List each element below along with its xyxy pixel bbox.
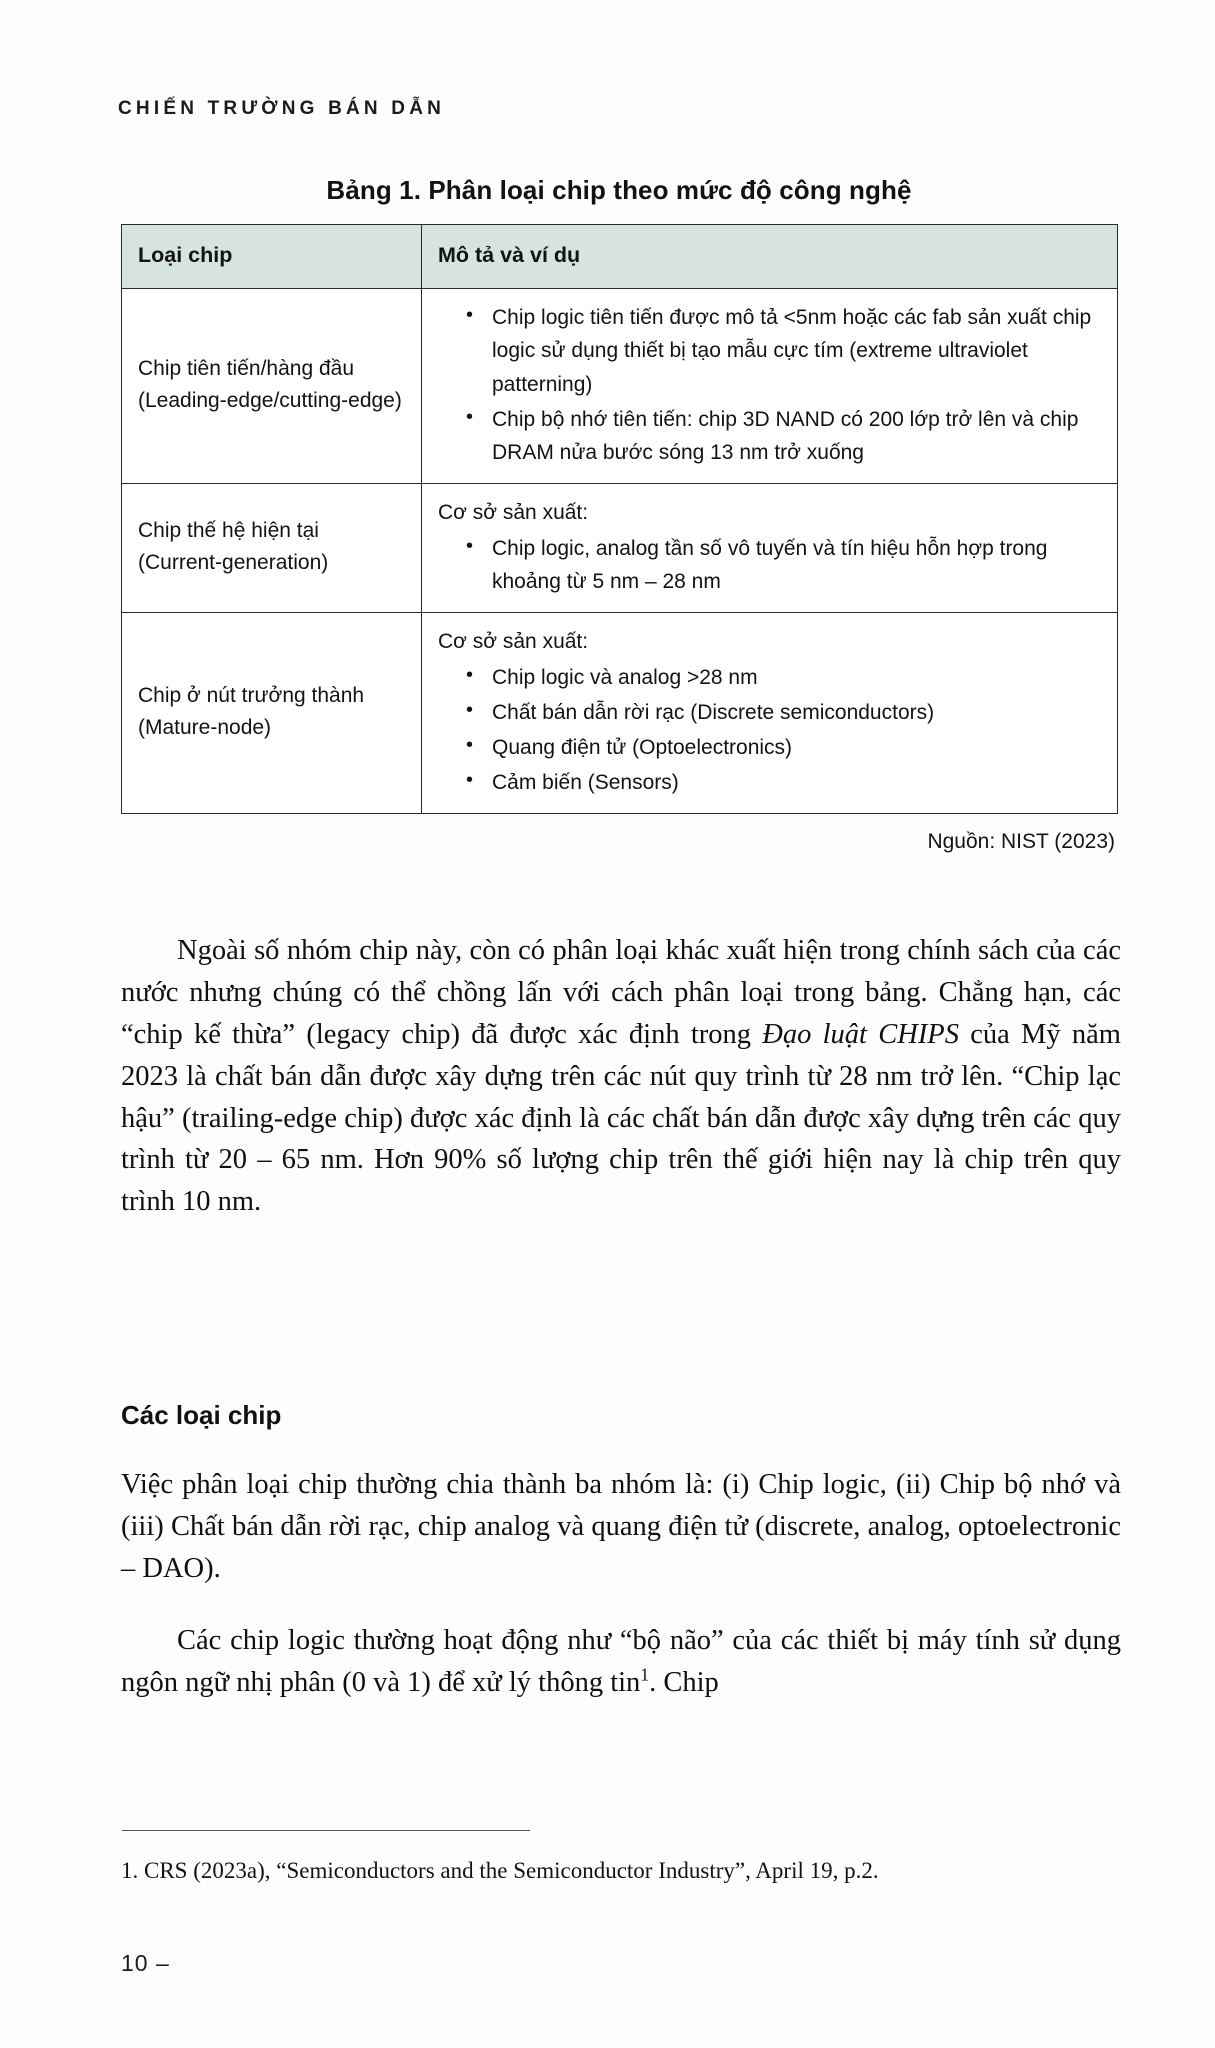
table-row	[122, 484, 1118, 613]
row-description-mature-node	[422, 613, 1118, 814]
section-subheading: Các loại chip	[121, 1400, 282, 1430]
paragraph-1-part-a: Ngoài số nhóm chip này, còn có phân loại khác xuất hiện trong chính sách của các nước nhưng chúng có thể chồng lấn với cách phân loại trong bảng. Chẳng hạn, các “chip kế thừa” (legacy chip) đã được xác định trong	[121, 935, 1121, 1050]
chip-classification-table	[121, 224, 1118, 814]
lead-line: Cơ sở sản xuất:	[438, 501, 589, 525]
page-number: 10 –	[121, 1950, 170, 1976]
table-row	[122, 613, 1118, 814]
paragraph-1-part-b: của Mỹ năm 2023 là chất bán dẫn được xây dựng trên các nút quy trình từ 28 nm trở lên. “Chip lạc hậu” (trailing-edge chip) được xác định là các chất bán dẫn được xây dựng trên các quy trình từ 20 – 65 nm. Hơn 90% số lượng chip trên thế giới hiện nay là chip trên quy trình 10 nm.	[121, 1018, 1121, 1218]
table-row	[122, 289, 1118, 484]
list-item: • Chất bán dẫn rời rạc (Discrete semiconductors)	[466, 696, 1101, 729]
table-block	[121, 175, 1117, 854]
lead-line: Cơ sở sản xuất:	[438, 630, 589, 654]
row-description-current-generation	[422, 484, 1118, 613]
table-source-note: Nguồn: NIST (2023)	[927, 830, 1115, 854]
row-label-current-generation: Chip thế hệ hiện tại (Current-generation)	[122, 484, 422, 613]
bullet-list	[438, 532, 1101, 598]
table-header-row	[122, 225, 1118, 289]
law-title-italic: Đạo luật CHIPS	[762, 1018, 959, 1050]
paragraph-text	[121, 1620, 1121, 1704]
body-paragraph-2	[121, 1464, 1121, 1590]
paragraph-text: Việc phân loại chip thường chia thành ba nhóm là: (i) Chip logic, (ii) Chip bộ nhớ và (iii) Chất bán dẫn rời rạc, chip analog và quang điện tử (discrete, analog, optoelectronic – DAO).	[121, 1469, 1121, 1584]
paragraph-3-part-a: Các chip logic thường hoạt động như “bộ não” của các thiết bị máy tính sử dụng ngôn ngữ nhị phân (0 và 1) để xử lý thông tin	[121, 1625, 1121, 1698]
list-item: • Chip logic tiên tiến được mô tả <5nm hoặc các fab sản xuất chip logic sử dụng thiết bị tạo mẫu cực tím (extreme ultraviolet patterning)	[466, 301, 1101, 401]
footnote-marker: 1	[640, 1664, 650, 1685]
column-header-description: Mô tả và ví dụ	[422, 225, 1118, 289]
body-paragraph-1	[121, 930, 1121, 1223]
row-label-mature-node: Chip ở nút trưởng thành (Mature-node)	[122, 613, 422, 814]
running-header: CHIẾN TRƯỜNG BÁN DẪN	[118, 98, 446, 119]
bullet-list	[438, 661, 1101, 800]
bullet-list	[438, 301, 1101, 469]
paragraph-3-part-b: . Chip	[649, 1666, 719, 1698]
column-header-chip-type: Loại chip	[122, 225, 422, 289]
list-item: • Cảm biến (Sensors)	[466, 766, 1101, 799]
footnote-separator-rule	[122, 1830, 530, 1831]
footnote-text: 1. CRS (2023a), “Semiconductors and the Semiconductor Industry”, April 19, p.2.	[121, 1858, 879, 1883]
list-item: • Chip logic và analog >28 nm	[466, 661, 1101, 694]
list-item: • Chip bộ nhớ tiên tiến: chip 3D NAND có 200 lớp trở lên và chip DRAM nửa bước sóng 13 nm trở xuống	[466, 403, 1101, 469]
row-label-leading-edge: Chip tiên tiến/hàng đầu (Leading-edge/cutting-edge)	[122, 289, 422, 484]
paragraph-text	[121, 930, 1121, 1223]
body-paragraph-3	[121, 1620, 1121, 1704]
row-description-leading-edge	[422, 289, 1118, 484]
list-item: • Chip logic, analog tần số vô tuyến và tín hiệu hỗn hợp trong khoảng từ 5 nm – 28 nm	[466, 532, 1101, 598]
table-title: Bảng 1. Phân loại chip theo mức độ công nghệ	[326, 175, 912, 205]
list-item: • Quang điện tử (Optoelectronics)	[466, 731, 1101, 764]
